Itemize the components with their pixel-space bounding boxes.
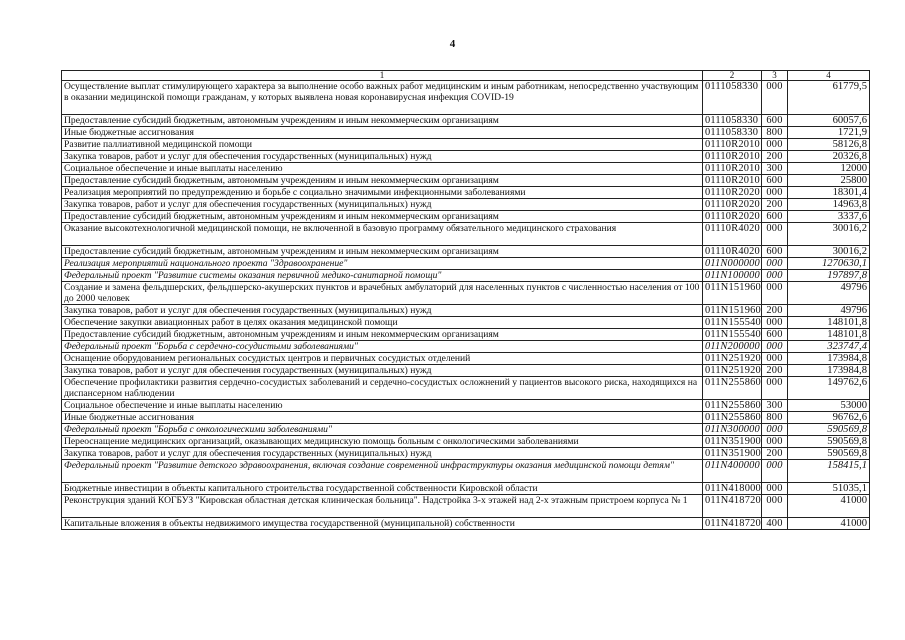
table-row (62, 258, 870, 270)
row-name-cell: Бюджетные инвестиции в объекты капитального строительства государственной собственности Кировской области (62, 483, 703, 495)
row-name-cell: Предоставление субсидий бюджетным, автономным учреждениям и иным некоммерческим организациям (62, 329, 703, 341)
row-code-cell: 01110R2020 (703, 211, 762, 223)
row-name-cell: Иные бюджетные ассигнования (62, 412, 703, 424)
column-header-sum: 4 (788, 71, 870, 81)
row-code-cell: 011N418720 (703, 518, 762, 530)
row-sum-cell: 173984,8 (788, 353, 870, 365)
row-type-cell: 200 (762, 365, 788, 377)
row-name-cell: Предоставление субсидий бюджетным, автономным учреждениям и иным некоммерческим организациям (62, 115, 703, 127)
table-row (62, 246, 870, 258)
row-type-cell: 000 (762, 341, 788, 353)
table-row (62, 211, 870, 223)
row-name-cell: Федеральный проект "Борьба с онкологическими заболеваниями" (62, 424, 703, 436)
row-code-cell: 01110R2020 (703, 187, 762, 199)
row-name-cell: Предоставление субсидий бюджетным, автономным учреждениям и иным некоммерческим организациям (62, 211, 703, 223)
row-type-cell: 300 (762, 400, 788, 412)
row-type-cell: 000 (762, 483, 788, 495)
table-row (62, 127, 870, 139)
row-type-cell: 600 (762, 246, 788, 258)
row-name-cell: Закупка товаров, работ и услуг для обеспечения государственных (муниципальных) нужд (62, 151, 703, 163)
table-body (62, 81, 870, 530)
row-type-cell: 600 (762, 211, 788, 223)
row-type-cell: 200 (762, 199, 788, 211)
row-type-cell: 000 (762, 139, 788, 151)
row-sum-cell: 49796 (788, 282, 870, 305)
row-type-cell: 000 (762, 424, 788, 436)
row-code-cell: 01110R2010 (703, 163, 762, 175)
page-number: 4 (449, 38, 456, 50)
table-row (62, 175, 870, 187)
row-type-cell: 600 (762, 175, 788, 187)
row-type-cell: 000 (762, 258, 788, 270)
column-header-type: 3 (762, 71, 788, 81)
table-row (62, 412, 870, 424)
row-name-cell: Капитальные вложения в объекты недвижимого имущества государственной (муниципальной) собственности (62, 518, 703, 530)
row-code-cell: 011N000000 (703, 258, 762, 270)
row-sum-cell: 12000 (788, 163, 870, 175)
row-sum-cell: 1721,9 (788, 127, 870, 139)
row-code-cell: 011N400000 (703, 460, 762, 483)
row-sum-cell: 3337,6 (788, 211, 870, 223)
row-name-cell: Осуществление выплат стимулирующего характера за выполнение особо важных работ медицинским и иным работникам, непосредственно участвующим в оказании медицинской помощи гражданам, у которых выявлена новая коронавирусная инфекция COVID-19 (62, 81, 703, 115)
column-header-name: 1 (62, 71, 703, 81)
row-type-cell: 000 (762, 187, 788, 199)
row-sum-cell: 60057,6 (788, 115, 870, 127)
table-row (62, 495, 870, 518)
row-type-cell: 600 (762, 329, 788, 341)
row-name-cell: Создание и замена фельдшерских, фельдшерско-акушерских пунктов и врачебных амбулаторий для населенных пунктов с численностью населения от 100 до 2000 человек (62, 282, 703, 305)
table-row (62, 365, 870, 377)
row-sum-cell: 30016,2 (788, 223, 870, 246)
table-row (62, 518, 870, 530)
table-row (62, 223, 870, 246)
row-code-cell: 011N255860 (703, 400, 762, 412)
row-type-cell: 600 (762, 115, 788, 127)
row-name-cell: Предоставление субсидий бюджетным, автономным учреждениям и иным некоммерческим организациям (62, 246, 703, 258)
row-sum-cell: 61779,5 (788, 81, 870, 115)
row-type-cell: 300 (762, 163, 788, 175)
row-code-cell: 01110R4020 (703, 246, 762, 258)
table-row (62, 282, 870, 305)
row-name-cell: Федеральный проект "Развитие системы оказания первичной медико-санитарной помощи" (62, 270, 703, 282)
row-name-cell: Обеспечение закупки авиационных работ в целях оказания медицинской помощи (62, 317, 703, 329)
row-type-cell: 000 (762, 270, 788, 282)
row-code-cell: 011N155540 (703, 317, 762, 329)
row-name-cell: Закупка товаров, работ и услуг для обеспечения государственных (муниципальных) нужд (62, 365, 703, 377)
row-name-cell: Оказание высокотехнологичной медицинской помощи, не включенной в базовую программу обязательного медицинского страхования (62, 223, 703, 246)
row-sum-cell: 53000 (788, 400, 870, 412)
row-sum-cell: 58126,8 (788, 139, 870, 151)
budget-table (61, 70, 870, 530)
row-sum-cell: 96762,6 (788, 412, 870, 424)
table-row (62, 400, 870, 412)
row-name-cell: Социальное обеспечение и иные выплаты населению (62, 400, 703, 412)
row-type-cell: 200 (762, 448, 788, 460)
row-code-cell: 011N255860 (703, 377, 762, 400)
row-sum-cell: 148101,8 (788, 317, 870, 329)
row-code-cell: 011N251920 (703, 353, 762, 365)
table-row (62, 424, 870, 436)
row-name-cell: Предоставление субсидий бюджетным, автономным учреждениям и иным некоммерческим организациям (62, 175, 703, 187)
table-row (62, 460, 870, 483)
row-name-cell: Закупка товаров, работ и услуг для обеспечения государственных (муниципальных) нужд (62, 448, 703, 460)
row-type-cell: 000 (762, 317, 788, 329)
table-row (62, 483, 870, 495)
row-name-cell: Реконструкция зданий КОГБУЗ "Кировская областная детская клиническая больница". Надстройка 3-х этажей над 2-х этажным пристроем корпуса № 1 (62, 495, 703, 518)
row-sum-cell: 590569,8 (788, 424, 870, 436)
row-type-cell: 000 (762, 81, 788, 115)
row-type-cell: 800 (762, 412, 788, 424)
row-code-cell: 011N351900 (703, 436, 762, 448)
row-code-cell: 01110R4020 (703, 223, 762, 246)
row-code-cell: 011N100000 (703, 270, 762, 282)
row-type-cell: 400 (762, 518, 788, 530)
row-name-cell: Федеральный проект "Развитие детского здравоохранения, включая создание современной инфраструктуры оказания медицинской помощи детям" (62, 460, 703, 483)
row-type-cell: 000 (762, 353, 788, 365)
row-type-cell: 000 (762, 460, 788, 483)
row-code-cell: 01110R2020 (703, 199, 762, 211)
row-name-cell: Обеспечение профилактики развития сердечно-сосудистых заболеваний и сердечно-сосудистых осложнений у пациентов высокого риска, находящихся на диспансерном наблюдении (62, 377, 703, 400)
table-row (62, 163, 870, 175)
row-sum-cell: 18301,4 (788, 187, 870, 199)
table-row (62, 448, 870, 460)
row-sum-cell: 149762,6 (788, 377, 870, 400)
row-sum-cell: 25800 (788, 175, 870, 187)
table-row (62, 329, 870, 341)
row-sum-cell: 20326,8 (788, 151, 870, 163)
row-sum-cell: 30016,2 (788, 246, 870, 258)
row-code-cell: 011N200000 (703, 341, 762, 353)
row-code-cell: 011N300000 (703, 424, 762, 436)
table-row (62, 305, 870, 317)
row-type-cell: 000 (762, 495, 788, 518)
table-row (62, 81, 870, 115)
row-name-cell: Федеральный проект "Борьба с сердечно-сосудистыми заболеваниями" (62, 341, 703, 353)
row-name-cell: Реализация мероприятий по предупреждению и борьбе с социально значимыми инфекционными заболеваниями (62, 187, 703, 199)
row-sum-cell: 173984,8 (788, 365, 870, 377)
row-sum-cell: 41000 (788, 518, 870, 530)
row-code-cell: 01110R2010 (703, 139, 762, 151)
row-type-cell: 000 (762, 223, 788, 246)
row-type-cell: 000 (762, 377, 788, 400)
row-sum-cell: 148101,8 (788, 329, 870, 341)
column-header-code: 2 (703, 71, 762, 81)
row-type-cell: 000 (762, 282, 788, 305)
row-sum-cell: 323747,4 (788, 341, 870, 353)
row-code-cell: 011N151960 (703, 305, 762, 317)
table-row (62, 199, 870, 211)
row-code-cell: 01110R2010 (703, 151, 762, 163)
row-type-cell: 200 (762, 151, 788, 163)
row-code-cell: 0111058330 (703, 81, 762, 115)
row-name-cell: Развитие паллиативной медицинской помощи (62, 139, 703, 151)
row-sum-cell: 197897,8 (788, 270, 870, 282)
row-code-cell: 011N418000 (703, 483, 762, 495)
table-row (62, 187, 870, 199)
row-name-cell: Переоснащение медицинских организаций, оказывающих медицинскую помощь больным с онкологическими заболеваниями (62, 436, 703, 448)
row-sum-cell: 590569,8 (788, 448, 870, 460)
row-code-cell: 011N418720 (703, 495, 762, 518)
table-row (62, 353, 870, 365)
row-code-cell: 011N351900 (703, 448, 762, 460)
row-sum-cell: 51035,1 (788, 483, 870, 495)
row-sum-cell: 158415,1 (788, 460, 870, 483)
row-code-cell: 011N155540 (703, 329, 762, 341)
row-sum-cell: 1270630,1 (788, 258, 870, 270)
row-name-cell: Закупка товаров, работ и услуг для обеспечения государственных (муниципальных) нужд (62, 199, 703, 211)
row-sum-cell: 590569,8 (788, 436, 870, 448)
row-code-cell: 01110R2010 (703, 175, 762, 187)
table-row (62, 139, 870, 151)
row-name-cell: Социальное обеспечение и иные выплаты населению (62, 163, 703, 175)
row-name-cell: Закупка товаров, работ и услуг для обеспечения государственных (муниципальных) нужд (62, 305, 703, 317)
row-name-cell: Иные бюджетные ассигнования (62, 127, 703, 139)
table-row (62, 317, 870, 329)
table-row (62, 377, 870, 400)
row-sum-cell: 14963,8 (788, 199, 870, 211)
table-header-row (62, 71, 870, 81)
row-sum-cell: 41000 (788, 495, 870, 518)
row-code-cell: 011N151960 (703, 282, 762, 305)
row-type-cell: 800 (762, 127, 788, 139)
table-row (62, 436, 870, 448)
row-name-cell: Оснащение оборудованием региональных сосудистых центров и первичных сосудистых отделений (62, 353, 703, 365)
row-code-cell: 011N251920 (703, 365, 762, 377)
table-row (62, 151, 870, 163)
row-code-cell: 0111058330 (703, 127, 762, 139)
row-name-cell: Реализация мероприятий национального проекта "Здравоохранение" (62, 258, 703, 270)
row-code-cell: 011N255860 (703, 412, 762, 424)
table-row (62, 115, 870, 127)
row-sum-cell: 49796 (788, 305, 870, 317)
row-type-cell: 200 (762, 305, 788, 317)
row-code-cell: 0111058330 (703, 115, 762, 127)
row-type-cell: 000 (762, 436, 788, 448)
table-row (62, 270, 870, 282)
table-row (62, 341, 870, 353)
